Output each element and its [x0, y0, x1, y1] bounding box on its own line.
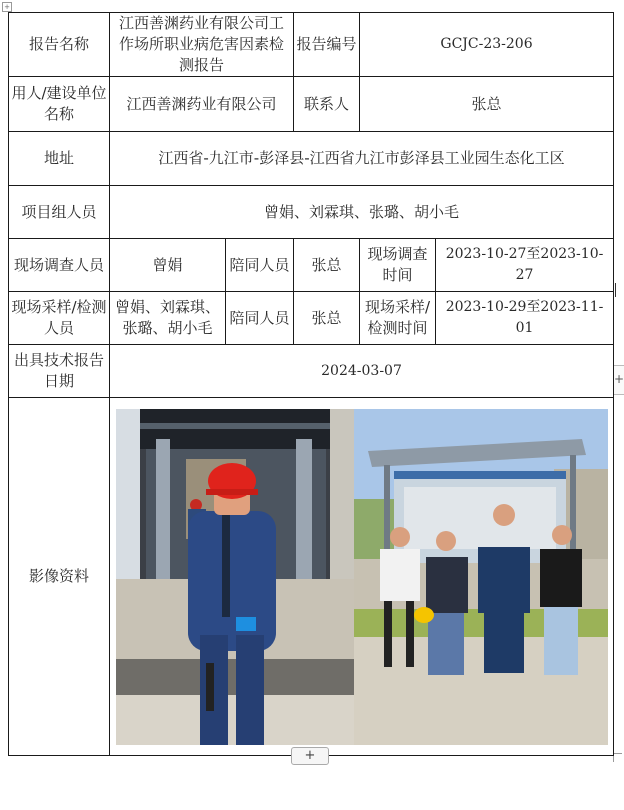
survey-staff-value: 曾娟 [110, 239, 226, 292]
survey-time-label: 现场调查时间 [360, 239, 436, 292]
contact-label: 联系人 [294, 77, 360, 132]
report-name-label: 报告名称 [9, 13, 110, 77]
survey-accompany-label: 陪同人员 [226, 239, 294, 292]
employer-label: 用人/建设单位名称 [9, 77, 110, 132]
images-label: 影像资料 [9, 398, 110, 756]
report-name-value: 江西善渊药业有限公司工作场所职业病危害因素检测报告 [110, 13, 294, 77]
issue-date-label: 出具技术报告日期 [9, 345, 110, 398]
issue-date-value: 2024-03-07 [110, 345, 614, 398]
sampling-accompany-value: 张总 [294, 292, 360, 345]
sampling-staff-label: 现场采样/检测人员 [9, 292, 110, 345]
column-resize-marker[interactable] [615, 283, 616, 297]
images-cell [110, 398, 614, 756]
team-value: 曾娟、刘霖琪、张璐、胡小毛 [110, 186, 614, 239]
add-column-handle[interactable]: + [613, 365, 624, 395]
survey-staff-label: 现场调查人员 [9, 239, 110, 292]
add-row-button[interactable]: + [291, 747, 329, 765]
worker-sampling-photo[interactable] [116, 409, 354, 745]
sampling-time-label: 现场采样/检测时间 [360, 292, 436, 345]
survey-accompany-value: 张总 [294, 239, 360, 292]
contact-value: 张总 [360, 77, 614, 132]
address-label: 地址 [9, 132, 110, 186]
sampling-staff-value: 曾娟、刘霖琪、张璐、胡小毛 [110, 292, 226, 345]
team-group-photo[interactable] [354, 409, 608, 745]
table-move-handle[interactable]: + [2, 2, 12, 12]
sampling-accompany-label: 陪同人员 [226, 292, 294, 345]
employer-value: 江西善渊药业有限公司 [110, 77, 294, 132]
team-label: 项目组人员 [9, 186, 110, 239]
report-number-value: GCJC-23-206 [360, 13, 614, 77]
report-info-table [8, 12, 614, 756]
table-resize-corner[interactable] [613, 753, 622, 762]
address-value: 江西省-九江市-彭泽县-江西省九江市彭泽县工业园生态化工区 [110, 132, 614, 186]
site-photos [116, 409, 608, 745]
survey-time-value: 2023-10-27至2023-10-27 [436, 239, 614, 292]
report-number-label: 报告编号 [294, 13, 360, 77]
sampling-time-value: 2023-10-29至2023-11-01 [436, 292, 614, 345]
